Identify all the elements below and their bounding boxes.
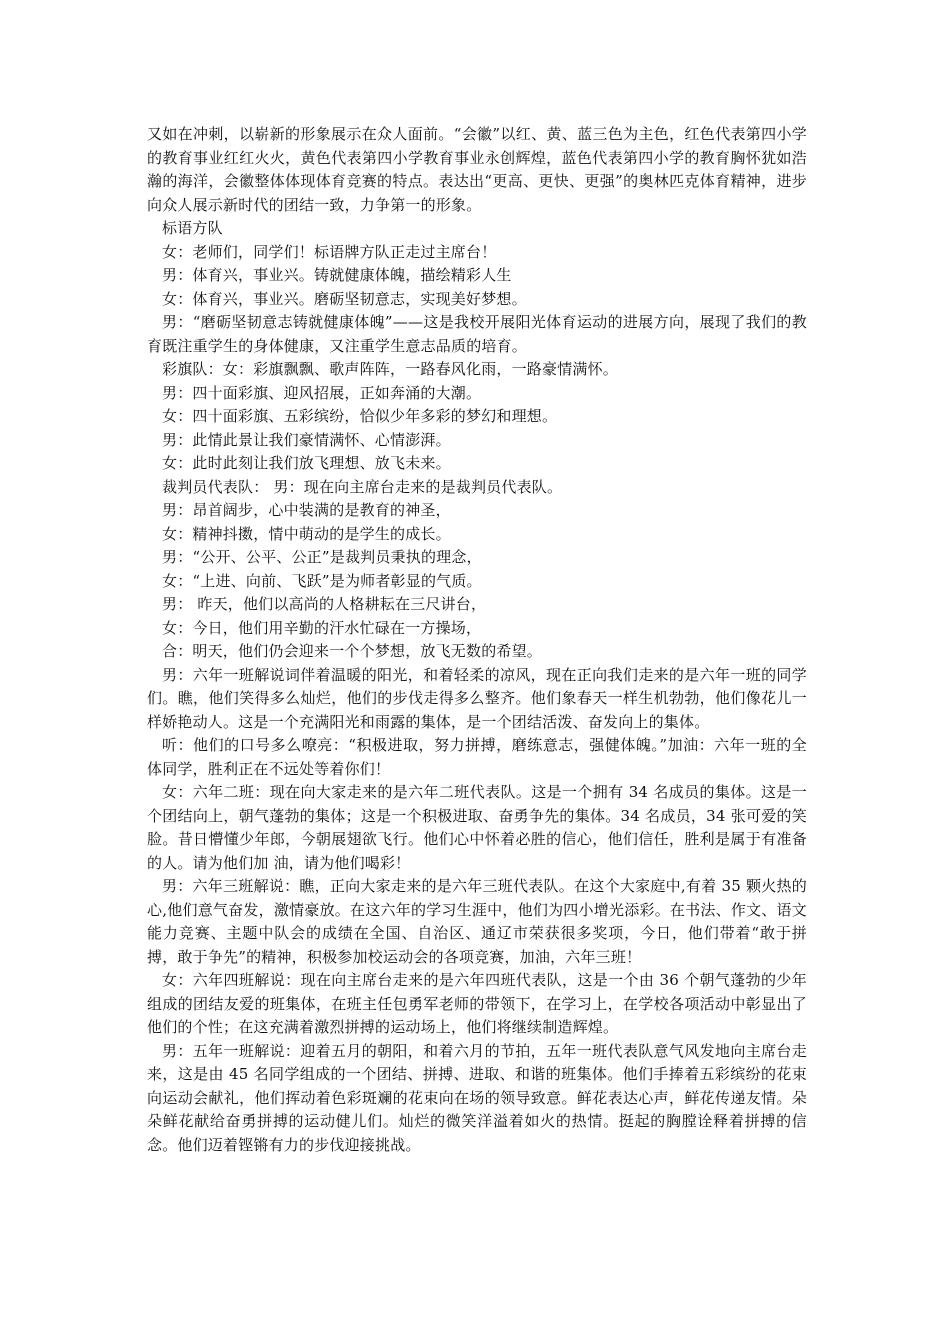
paragraph: 男：“磨砺坚韧意志铸就健康体魄”——这是我校开展阳光体育运动的进展方向，展现了我们的教育既注重学生的身体健康，又注重学生意志品质的培育。 bbox=[147, 313, 807, 355]
paragraph: 女：六年二班：现在向大家走来的是六年二班代表队。这是一个拥有 34 名成员的集体。这是一个团结向上，朝气蓬勃的集体；这是一个积极进取、奋勇争先的集体。34 名成员，34 张可爱的笑脸。昔日懵懂少年郎，今朝展翅欲飞行。他们心中怀着必胜的信心，他们信任，胜利是属于有准备的人。请为他们加 油，请为他们喝彩！ bbox=[147, 783, 807, 872]
paragraph: 男：昂首阔步，心中装满的是教育的神圣， bbox=[162, 501, 451, 519]
paragraph: 裁判员代表队： 男：现在向主席台走来的是裁判员代表队。 bbox=[162, 477, 563, 496]
paragraph: 男： 昨天，他们以高尚的人格耕耘在三尺讲台， bbox=[162, 595, 487, 613]
paragraph: 女：精神抖擞，情中萌动的是学生的成长。 bbox=[162, 524, 451, 543]
paragraph: 标语方队 bbox=[162, 219, 223, 237]
paragraph: 听：他们的口号多么嘹亮：“积极进取，努力拼搏，磨练意志，强健体魄。”加油：六年一班的全体同学，胜利正在不远处等着你们！ bbox=[147, 736, 807, 778]
paragraph: 女：四十面彩旗、五彩缤纷，恰似少年多彩的梦幻和理想。 bbox=[162, 407, 558, 425]
paragraph: 男：五年一班解说：迎着五月的朝阳，和着六月的节拍，五年一班代表队意气风发地向主席台走来，这是由 45 名同学组成的一个团结、拼搏、进取、和谐的班集体。他们手捧着五彩缤纷的花束向运动会献礼，他们挥动着色彩斑斓的花束向在场的领导致意。鲜花表达心声，鲜花传递友情。朵朵鲜花献给奋勇拼搏的运动健儿们。灿烂的微笑洋溢着如火的热情。挺起的胸膛诠释着拼搏的信念。他们迈着铿锵有力的步伐迎接挑战。 bbox=[147, 1041, 807, 1154]
paragraph: 男：四十面彩旗、迎风招展，正如奔涌的大潮。 bbox=[162, 383, 482, 402]
paragraph: 女：今日，他们用辛勤的汗水忙碌在一方操场， bbox=[162, 618, 482, 637]
paragraph: 男：体育兴，事业兴。铸就健康体魄，描绘精彩人生 bbox=[162, 266, 512, 284]
paragraph: 男：六年三班解说：瞧，正向大家走来的是六年三班代表队。在这个大家庭中,有着 35 颗火热的心,他们意气奋发，激情豪放。在这六年的学习生涯中，他们为四小增光添彩。在书法、作文、语文能力竞赛、主题中队会的成绩在全国、自治区、通辽市荣获很多奖项，今日，他们带着“敢于拼搏，敢于争先”的精神，积极参加校运动会的各项竞赛，加油，六年三班！ bbox=[147, 877, 807, 966]
paragraph: 又如在冲刺，以崭新的形象展示在众人面前。“会徽”以红、黄、蓝三色为主色，红色代表第四小学的教育事业红红火火，黄色代表第四小学教育事业永创辉煌，蓝色代表第四小学的教育胸怀犹如浩瀚的海洋，会徽整体体现体育竞赛的特点。表达出“更高、更快、更强”的奥林匹克体育精神，进步向众人展示新时代的团结一致，力争第一的形象。 bbox=[147, 125, 807, 214]
paragraph: 女：老师们，同学们！标语牌方队正走过主席台！ bbox=[162, 242, 497, 261]
paragraph: 女：六年四班解说：现在向主席台走来的是六年四班代表队，这是一个由 36 个朝气蓬勃的少年组成的团结友爱的班集体，在班主任包勇军老师的带领下，在学习上，在学校各项活动中彰显出了他们的个性；在这充满着激烈拼搏的运动场上，他们将继续制造辉煌。 bbox=[147, 971, 807, 1036]
paragraph: 男：此情此景让我们豪情满怀、心情澎湃。 bbox=[162, 430, 451, 449]
paragraph: 女：体育兴，事业兴。磨砺坚韧意志，实现美好梦想。 bbox=[162, 289, 527, 308]
paragraph: 合：明天，他们仍会迎来一个个梦想，放飞无数的希望。 bbox=[162, 642, 543, 660]
paragraph: 女：“上进、向前、飞跃”是为师者彰显的气质。 bbox=[162, 571, 482, 590]
document-body bbox=[147, 123, 807, 1157]
paragraph: 男：六年一班解说词伴着温暖的阳光，和着轻柔的凉风，现在正向我们走来的是六年一班的同学们。瞧，他们笑得多么灿烂，他们的步伐走得多么整齐。他们象春天一样生机勃勃，他们像花儿一样娇艳动人。这是一个充满阳光和雨露的集体，是一个团结活泼、奋发向上的集体。 bbox=[147, 665, 807, 731]
paragraph: 男：“公开、公平、公正”是裁判员秉执的理念， bbox=[162, 548, 482, 566]
paragraph: 彩旗队：女：彩旗飘飘、歌声阵阵，一路春风化雨，一路豪情满怀。 bbox=[162, 360, 619, 378]
paragraph: 女：此时此刻让我们放飞理想、放飞未来。 bbox=[162, 454, 451, 472]
